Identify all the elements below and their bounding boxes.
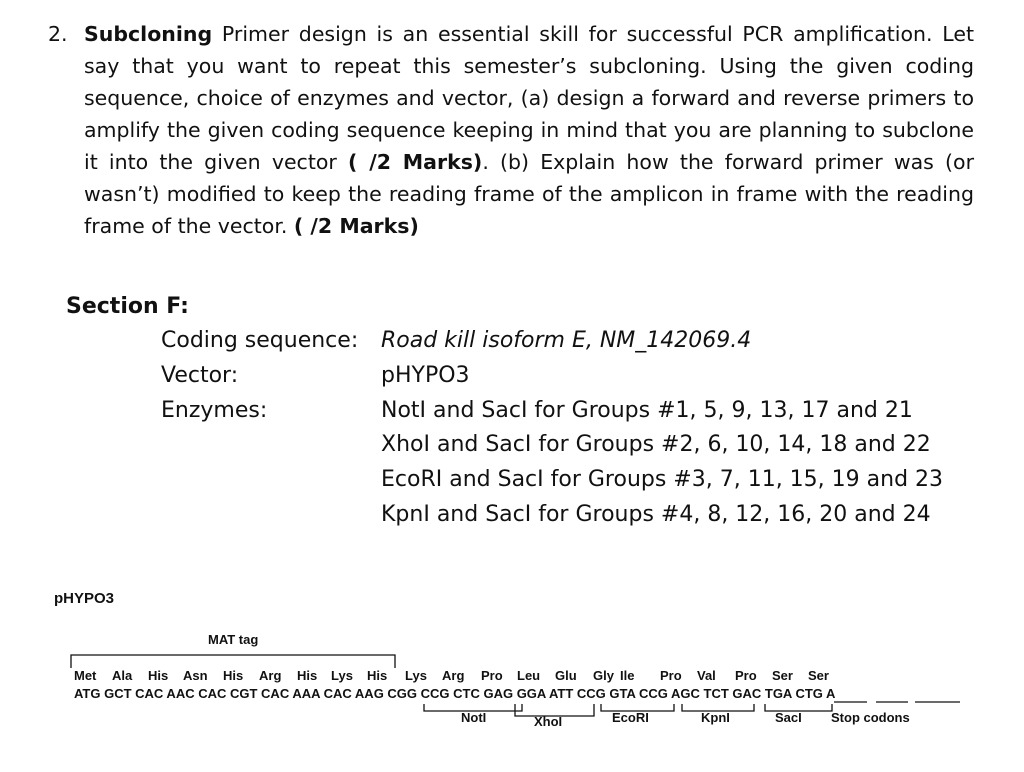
- amino-acid-label: Leu: [517, 668, 541, 683]
- vector-value: pHYPO3: [381, 363, 470, 388]
- kpni-label: KpnI: [701, 710, 730, 725]
- enzyme-option-4: KpnI and SacI for Groups #4, 8, 12, 16, 20 and 24: [381, 502, 931, 527]
- amino-acid-label: Met: [74, 668, 97, 683]
- question-title: Subcloning: [84, 22, 213, 46]
- section-title: Section F:: [66, 294, 189, 319]
- amino-acid-label: His: [223, 668, 244, 683]
- xhoi-label: XhoI: [534, 714, 563, 729]
- question-number: 2.: [48, 22, 68, 46]
- enzyme-option-2: XhoI and SacI for Groups #2, 6, 10, 14, 18 and 22: [381, 432, 931, 457]
- amino-acid-label: His: [367, 668, 388, 683]
- question-part-b: . (b) Explain how the forward primer was (or wasn’t) modified to keep the reading frame of the amplicon in frame with the reading frame of the vector.: [84, 150, 974, 238]
- enzyme-option-1: NotI and SacI for Groups #1, 5, 9, 13, 17 and 21: [381, 398, 913, 423]
- nucleotide-sequence: ATG GCT CAC AAC CAC CGT CAC AAA CAC AAG CGG CCG CTC GAG GGA ATT CCG GTA CCG AGC TCT GAC TGA CTG A: [74, 686, 836, 701]
- mat-tag-label: MAT tag: [208, 632, 259, 647]
- amino-acid-label: Arg: [442, 668, 465, 683]
- amino-acid-label: Ser: [772, 668, 793, 683]
- noti-label: NotI: [461, 710, 487, 725]
- amino-acid-label: Pro: [735, 668, 757, 683]
- amino-acid-label: Ile: [620, 668, 635, 683]
- amino-acid-label: Pro: [660, 668, 682, 683]
- saci-label: SacI: [775, 710, 802, 725]
- amino-acid-label: Lys: [405, 668, 427, 683]
- amino-acid-label: Val: [697, 668, 716, 683]
- amino-acid-label: Glu: [555, 668, 577, 683]
- vector-map-title: pHYPO3: [54, 590, 115, 607]
- amino-acid-label: Ala: [112, 668, 133, 683]
- amino-acid-label: His: [297, 668, 318, 683]
- enzyme-option-3: EcoRI and SacI for Groups #3, 7, 11, 15, 19 and 23: [381, 467, 944, 492]
- coding-sequence-value: Road kill isoform E, NM_142069.4: [381, 328, 752, 353]
- amino-acid-label: Ser: [808, 668, 829, 683]
- amino-acid-label: Gly: [593, 668, 614, 683]
- ecori-label: EcoRI: [612, 710, 649, 725]
- amino-acid-label: Arg: [259, 668, 282, 683]
- amino-acid-label: Asn: [183, 668, 208, 683]
- amino-acid-label: Lys: [331, 668, 353, 683]
- mat-tag-bracket: [71, 655, 395, 668]
- vector-label: Vector:: [161, 363, 239, 388]
- question-intro: Primer design is an essential skill for successful PCR amplification. Let say that you want to repeat this semester’s subcloning. Using the given coding sequence, choice of enzymes and vector, (a) design a forward and reverse primers to amplify the given coding sequence keeping in mind that you are planning to subclone it into the given vector: [84, 22, 974, 174]
- marks-b: ( /2 Marks): [293, 214, 419, 238]
- coding-sequence-label: Coding sequence:: [161, 328, 359, 353]
- marks-a: ( /2 Marks): [348, 150, 483, 174]
- amino-acid-label: Pro: [481, 668, 503, 683]
- amino-acid-label: His: [148, 668, 169, 683]
- stop-codons-label: Stop codons: [831, 710, 910, 725]
- enzymes-label: Enzymes:: [161, 398, 268, 423]
